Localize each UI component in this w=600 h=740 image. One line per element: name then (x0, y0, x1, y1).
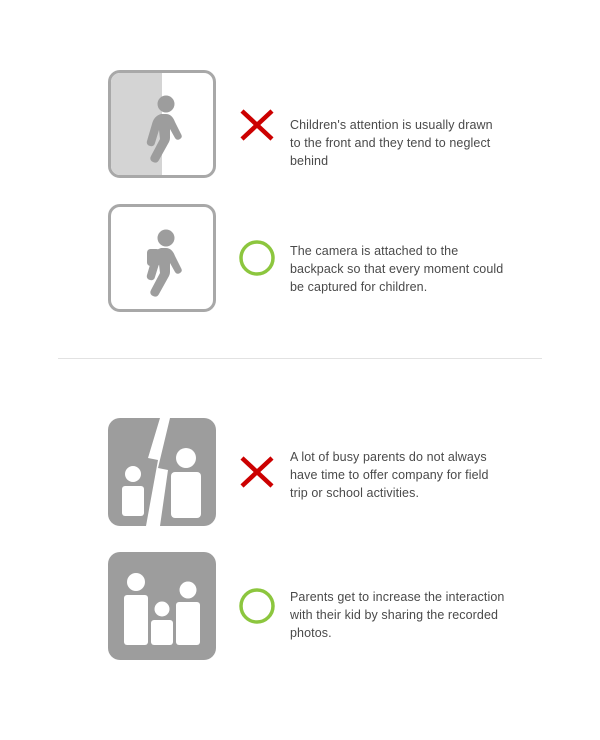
section-safety (0, 70, 600, 310)
caption-sharing-solution: Parents get to increase the interaction with their kid by sharing the recorded photos. (290, 590, 505, 640)
walking-child-front-view-icon (108, 70, 216, 178)
row-sharing-solution (0, 528, 600, 648)
caption-camera-solution: The camera is attached to the backpack so that every moment could be captured for children. (290, 244, 504, 294)
row-attention-problem (0, 70, 600, 190)
section-divider (58, 358, 542, 359)
green-circle-mark (236, 236, 280, 280)
red-cross-mark (236, 103, 280, 147)
family-together-icon (108, 552, 216, 660)
caption-attention-problem: Children's attention is usually drawn to the front and they tend to neglect behind (290, 118, 493, 168)
section-interaction (0, 408, 600, 648)
walking-child-with-backpack-icon (108, 204, 216, 312)
row-absent-parents-problem (0, 408, 600, 528)
red-cross-mark (236, 450, 280, 494)
row-camera-solution (0, 190, 600, 310)
green-circle-mark (236, 584, 280, 628)
separated-parent-and-child-icon (108, 418, 216, 526)
caption-absent-parents-problem: A lot of busy parents do not always have time to offer company for field trip or school activities. (290, 450, 489, 500)
